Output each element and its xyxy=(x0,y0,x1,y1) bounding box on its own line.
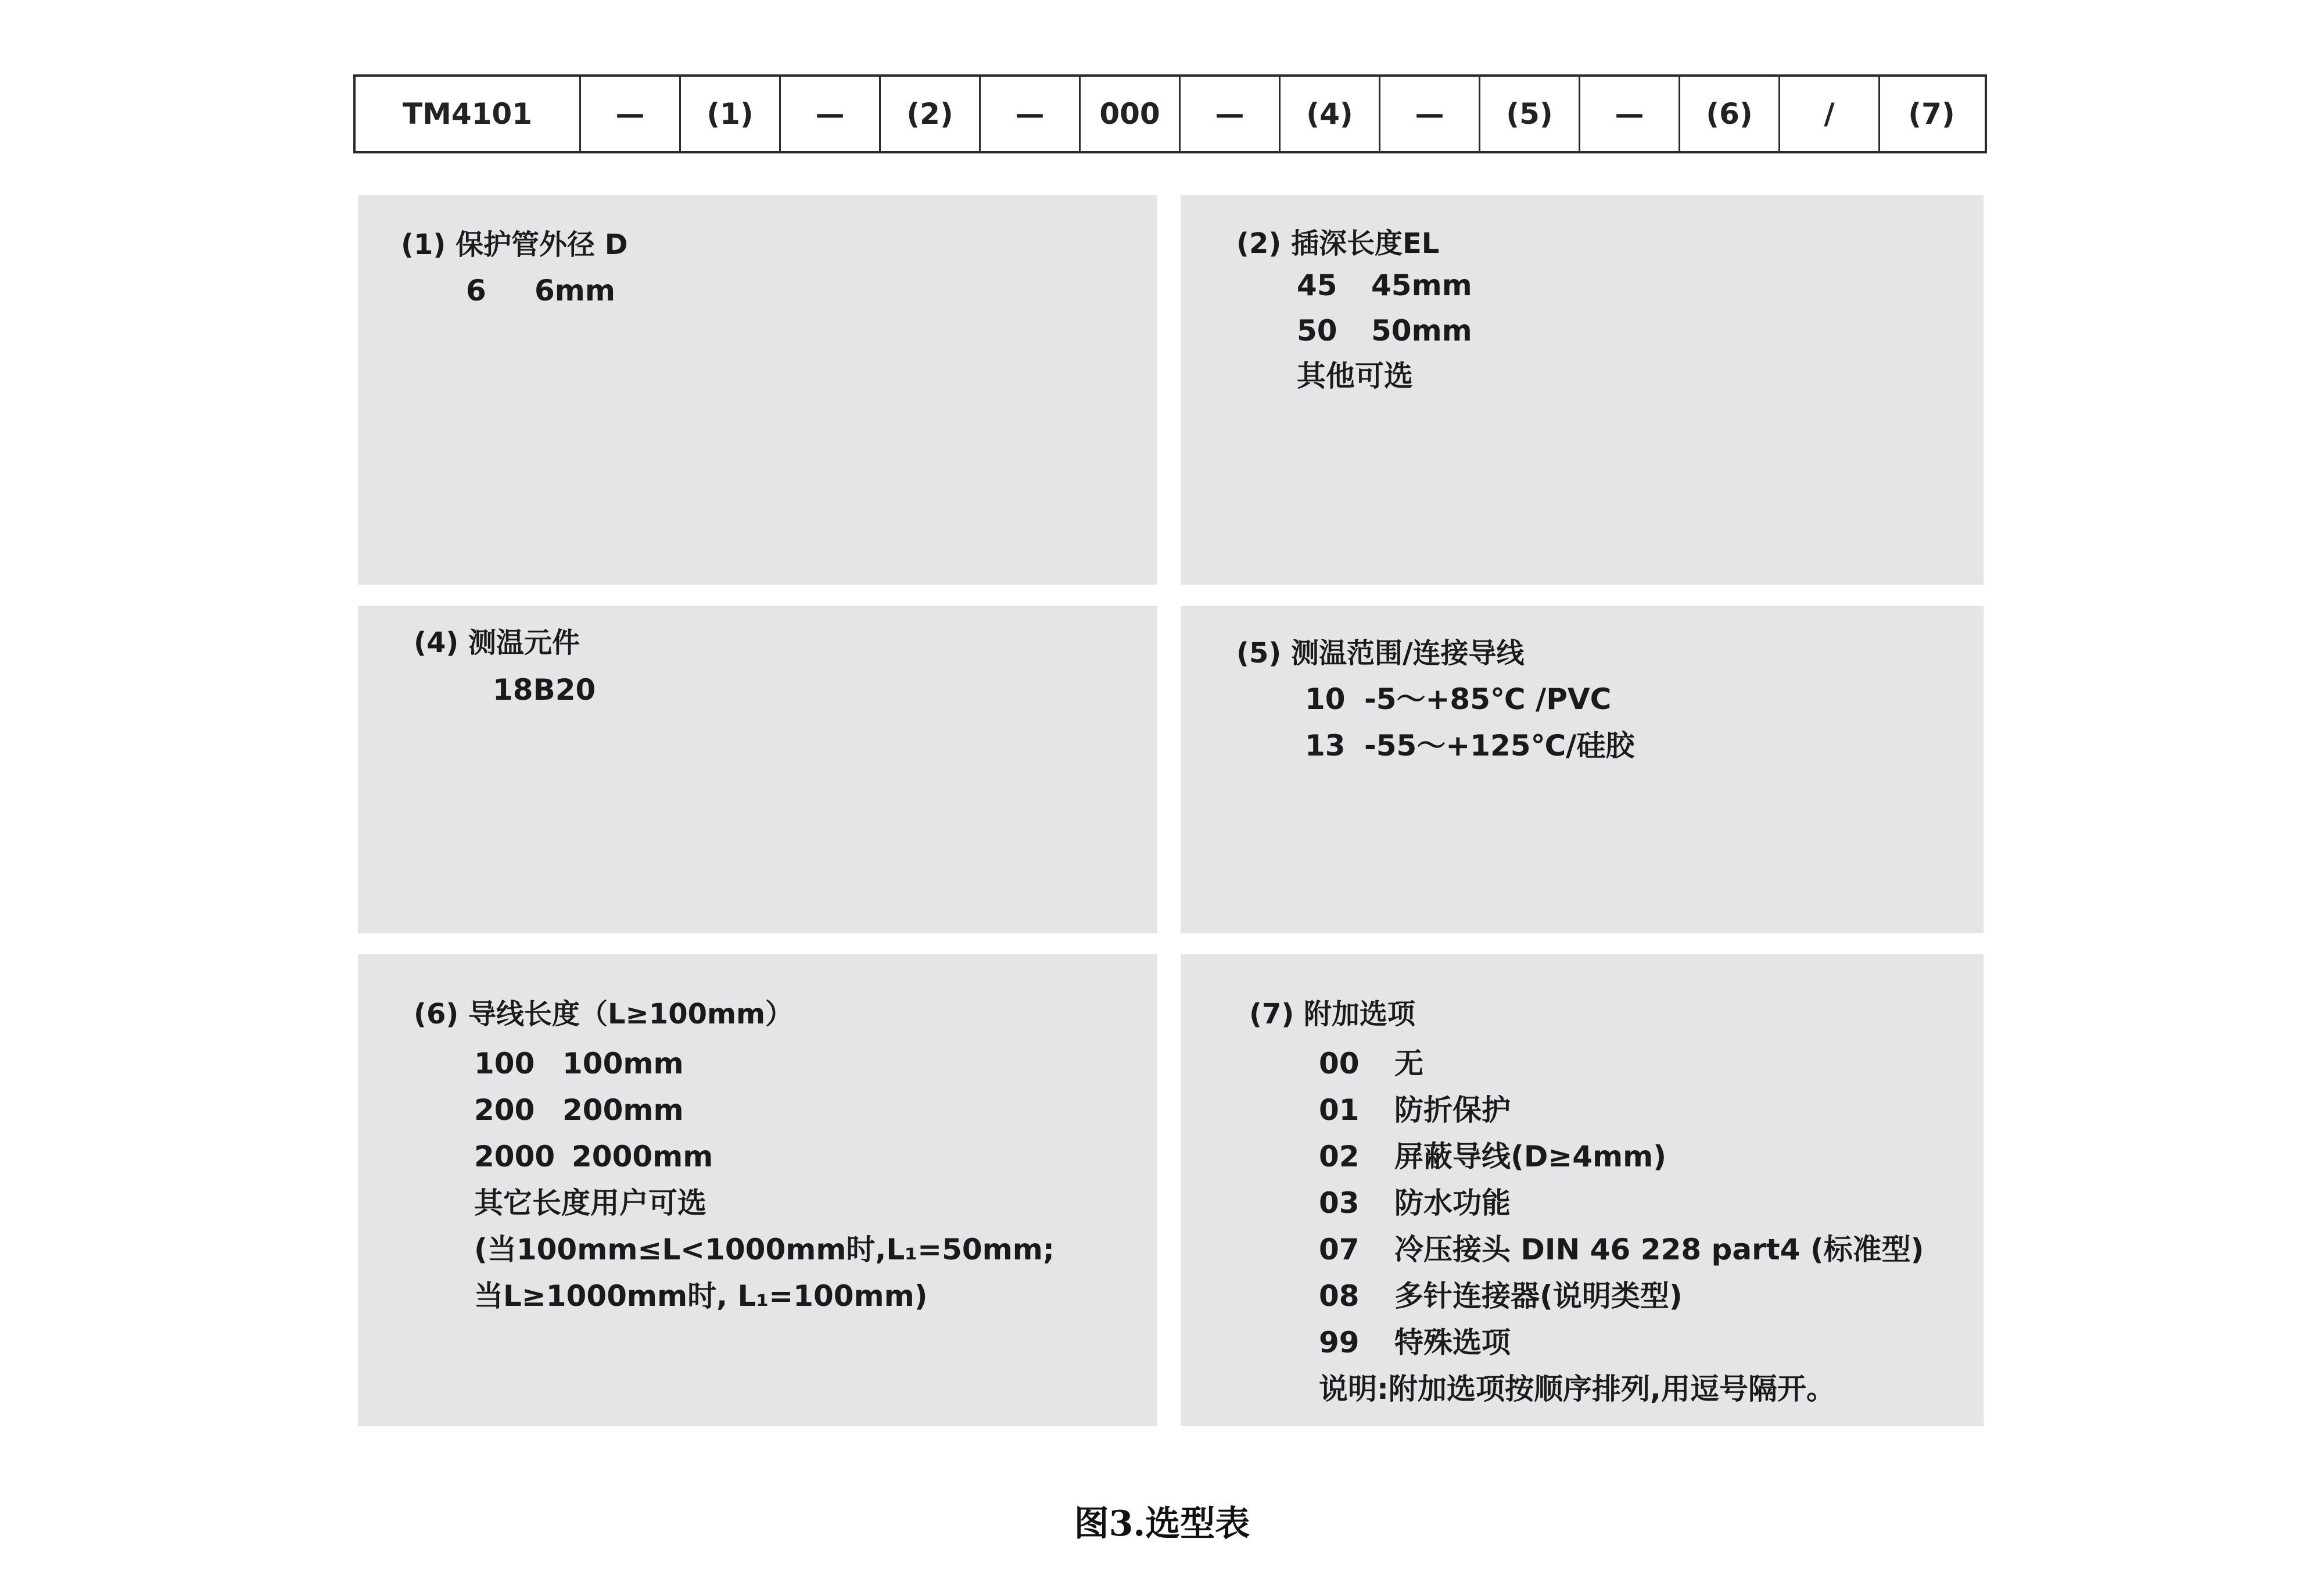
code-cell-separator: — xyxy=(1580,77,1680,151)
panel-lead-length xyxy=(358,954,1157,1426)
option-desc: 防折保护 xyxy=(1394,1093,1511,1127)
code-cell-option-1: (1) xyxy=(681,77,781,151)
code-cell-option-7: (7) xyxy=(1908,97,1955,131)
option-desc: 50mm xyxy=(1371,314,1472,348)
option-row xyxy=(1319,1273,1924,1319)
option-row xyxy=(466,267,615,314)
option-desc: 6mm xyxy=(535,274,615,307)
option-row xyxy=(1319,1319,1924,1366)
code-cell-slash: / xyxy=(1780,77,1880,151)
option-code: 02 xyxy=(1319,1140,1360,1173)
code-cell-option-6: (6) xyxy=(1680,77,1780,151)
panel-title: (5) 测温范围/连接导线 xyxy=(1236,637,1525,670)
option-desc: 无 xyxy=(1394,1047,1423,1080)
option-code: 07 xyxy=(1319,1233,1360,1266)
option-code: 10 xyxy=(1305,682,1346,716)
option-desc: -55～+125℃/硅胶 xyxy=(1364,729,1635,763)
option-code: 13 xyxy=(1305,729,1346,763)
option-code: 200 xyxy=(474,1093,535,1127)
model-code-bar xyxy=(353,74,1987,153)
code-cell-model: TM4101 xyxy=(356,77,581,151)
option-code: 03 xyxy=(1319,1186,1360,1220)
code-cell-option-2: (2) xyxy=(881,77,981,151)
option-code: 00 xyxy=(1319,1047,1360,1080)
option-code: 50 xyxy=(1297,314,1337,348)
option-list xyxy=(1297,263,1472,399)
option-desc: 18B20 xyxy=(493,673,596,707)
option-desc: -5～+85℃ /PVC xyxy=(1364,682,1612,716)
option-row xyxy=(1297,308,1472,353)
option-code: 01 xyxy=(1319,1093,1360,1127)
option-row xyxy=(1297,263,1472,308)
option-row xyxy=(474,1133,1055,1180)
panel-title: (2) 插深长度EL xyxy=(1236,227,1440,260)
option-desc: 200mm xyxy=(562,1093,684,1127)
option-code: 6 xyxy=(466,274,486,307)
option-desc: 特殊选项 xyxy=(1394,1326,1511,1359)
option-code: 2000 xyxy=(474,1140,555,1173)
option-desc: 冷压接头 DIN 46 228 part4 (标准型) xyxy=(1394,1233,1924,1266)
option-desc: 100mm xyxy=(562,1047,684,1080)
option-row xyxy=(1319,1133,1924,1180)
option-row xyxy=(474,1040,1055,1087)
code-cell-option-4: (4) xyxy=(1281,77,1380,151)
option-row xyxy=(1319,1226,1924,1273)
option-row xyxy=(1319,1040,1924,1087)
option-row xyxy=(493,667,596,713)
option-row xyxy=(1319,1087,1924,1133)
code-cell-separator: — xyxy=(781,77,881,151)
panel-title: (6) 导线长度（L≥100mm） xyxy=(414,998,794,1030)
panel-title: (1) 保护管外径 D xyxy=(401,228,628,261)
option-list xyxy=(1319,1040,1924,1412)
option-list xyxy=(493,667,596,713)
panel-title: (4) 测温元件 xyxy=(414,627,580,659)
option-list xyxy=(1305,676,1634,769)
option-code: 45 xyxy=(1297,269,1337,302)
option-list xyxy=(466,267,615,314)
option-code: 100 xyxy=(474,1047,535,1080)
option-list xyxy=(474,1040,1055,1319)
panel-insertion-length xyxy=(1181,195,1984,585)
code-cell-fixed-000: 000 xyxy=(1081,77,1181,151)
code-cell-separator: — xyxy=(1181,77,1281,151)
option-desc: 45mm xyxy=(1371,269,1472,302)
figure-caption: 图3.选型表 xyxy=(1074,1503,1250,1544)
option-desc: 多针连接器(说明类型) xyxy=(1394,1279,1683,1313)
option-code: 08 xyxy=(1319,1279,1360,1313)
option-note: 其它长度用户可选 xyxy=(474,1186,706,1220)
option-note: 说明:附加选项按顺序排列,用逗号隔开。 xyxy=(1319,1372,1835,1406)
code-cell-separator: — xyxy=(1380,77,1480,151)
option-row xyxy=(474,1087,1055,1133)
option-note: 当L≥1000mm时, L₁=100mm) xyxy=(474,1279,928,1313)
code-cell-separator: — xyxy=(981,77,1081,151)
option-note: (当100mm≤L<1000mm时,L₁=50mm; xyxy=(474,1233,1055,1266)
option-row xyxy=(1319,1180,1924,1226)
option-code: 99 xyxy=(1319,1326,1360,1359)
panel-title: (7) 附加选项 xyxy=(1249,998,1415,1030)
option-row xyxy=(1305,676,1634,722)
code-cell-separator: — xyxy=(581,77,681,151)
option-desc: 防水功能 xyxy=(1394,1186,1511,1220)
option-note: 其他可选 xyxy=(1297,359,1413,393)
option-row xyxy=(1305,722,1634,769)
panel-temperature-range xyxy=(1181,606,1984,933)
panel-additional-options xyxy=(1181,954,1984,1426)
panel-sensing-element xyxy=(358,606,1157,933)
option-desc: 2000mm xyxy=(572,1140,713,1173)
panel-outer-diameter xyxy=(358,195,1157,585)
option-desc: 屏蔽导线(D≥4mm) xyxy=(1394,1140,1667,1173)
code-cell-option-5: (5) xyxy=(1480,77,1580,151)
